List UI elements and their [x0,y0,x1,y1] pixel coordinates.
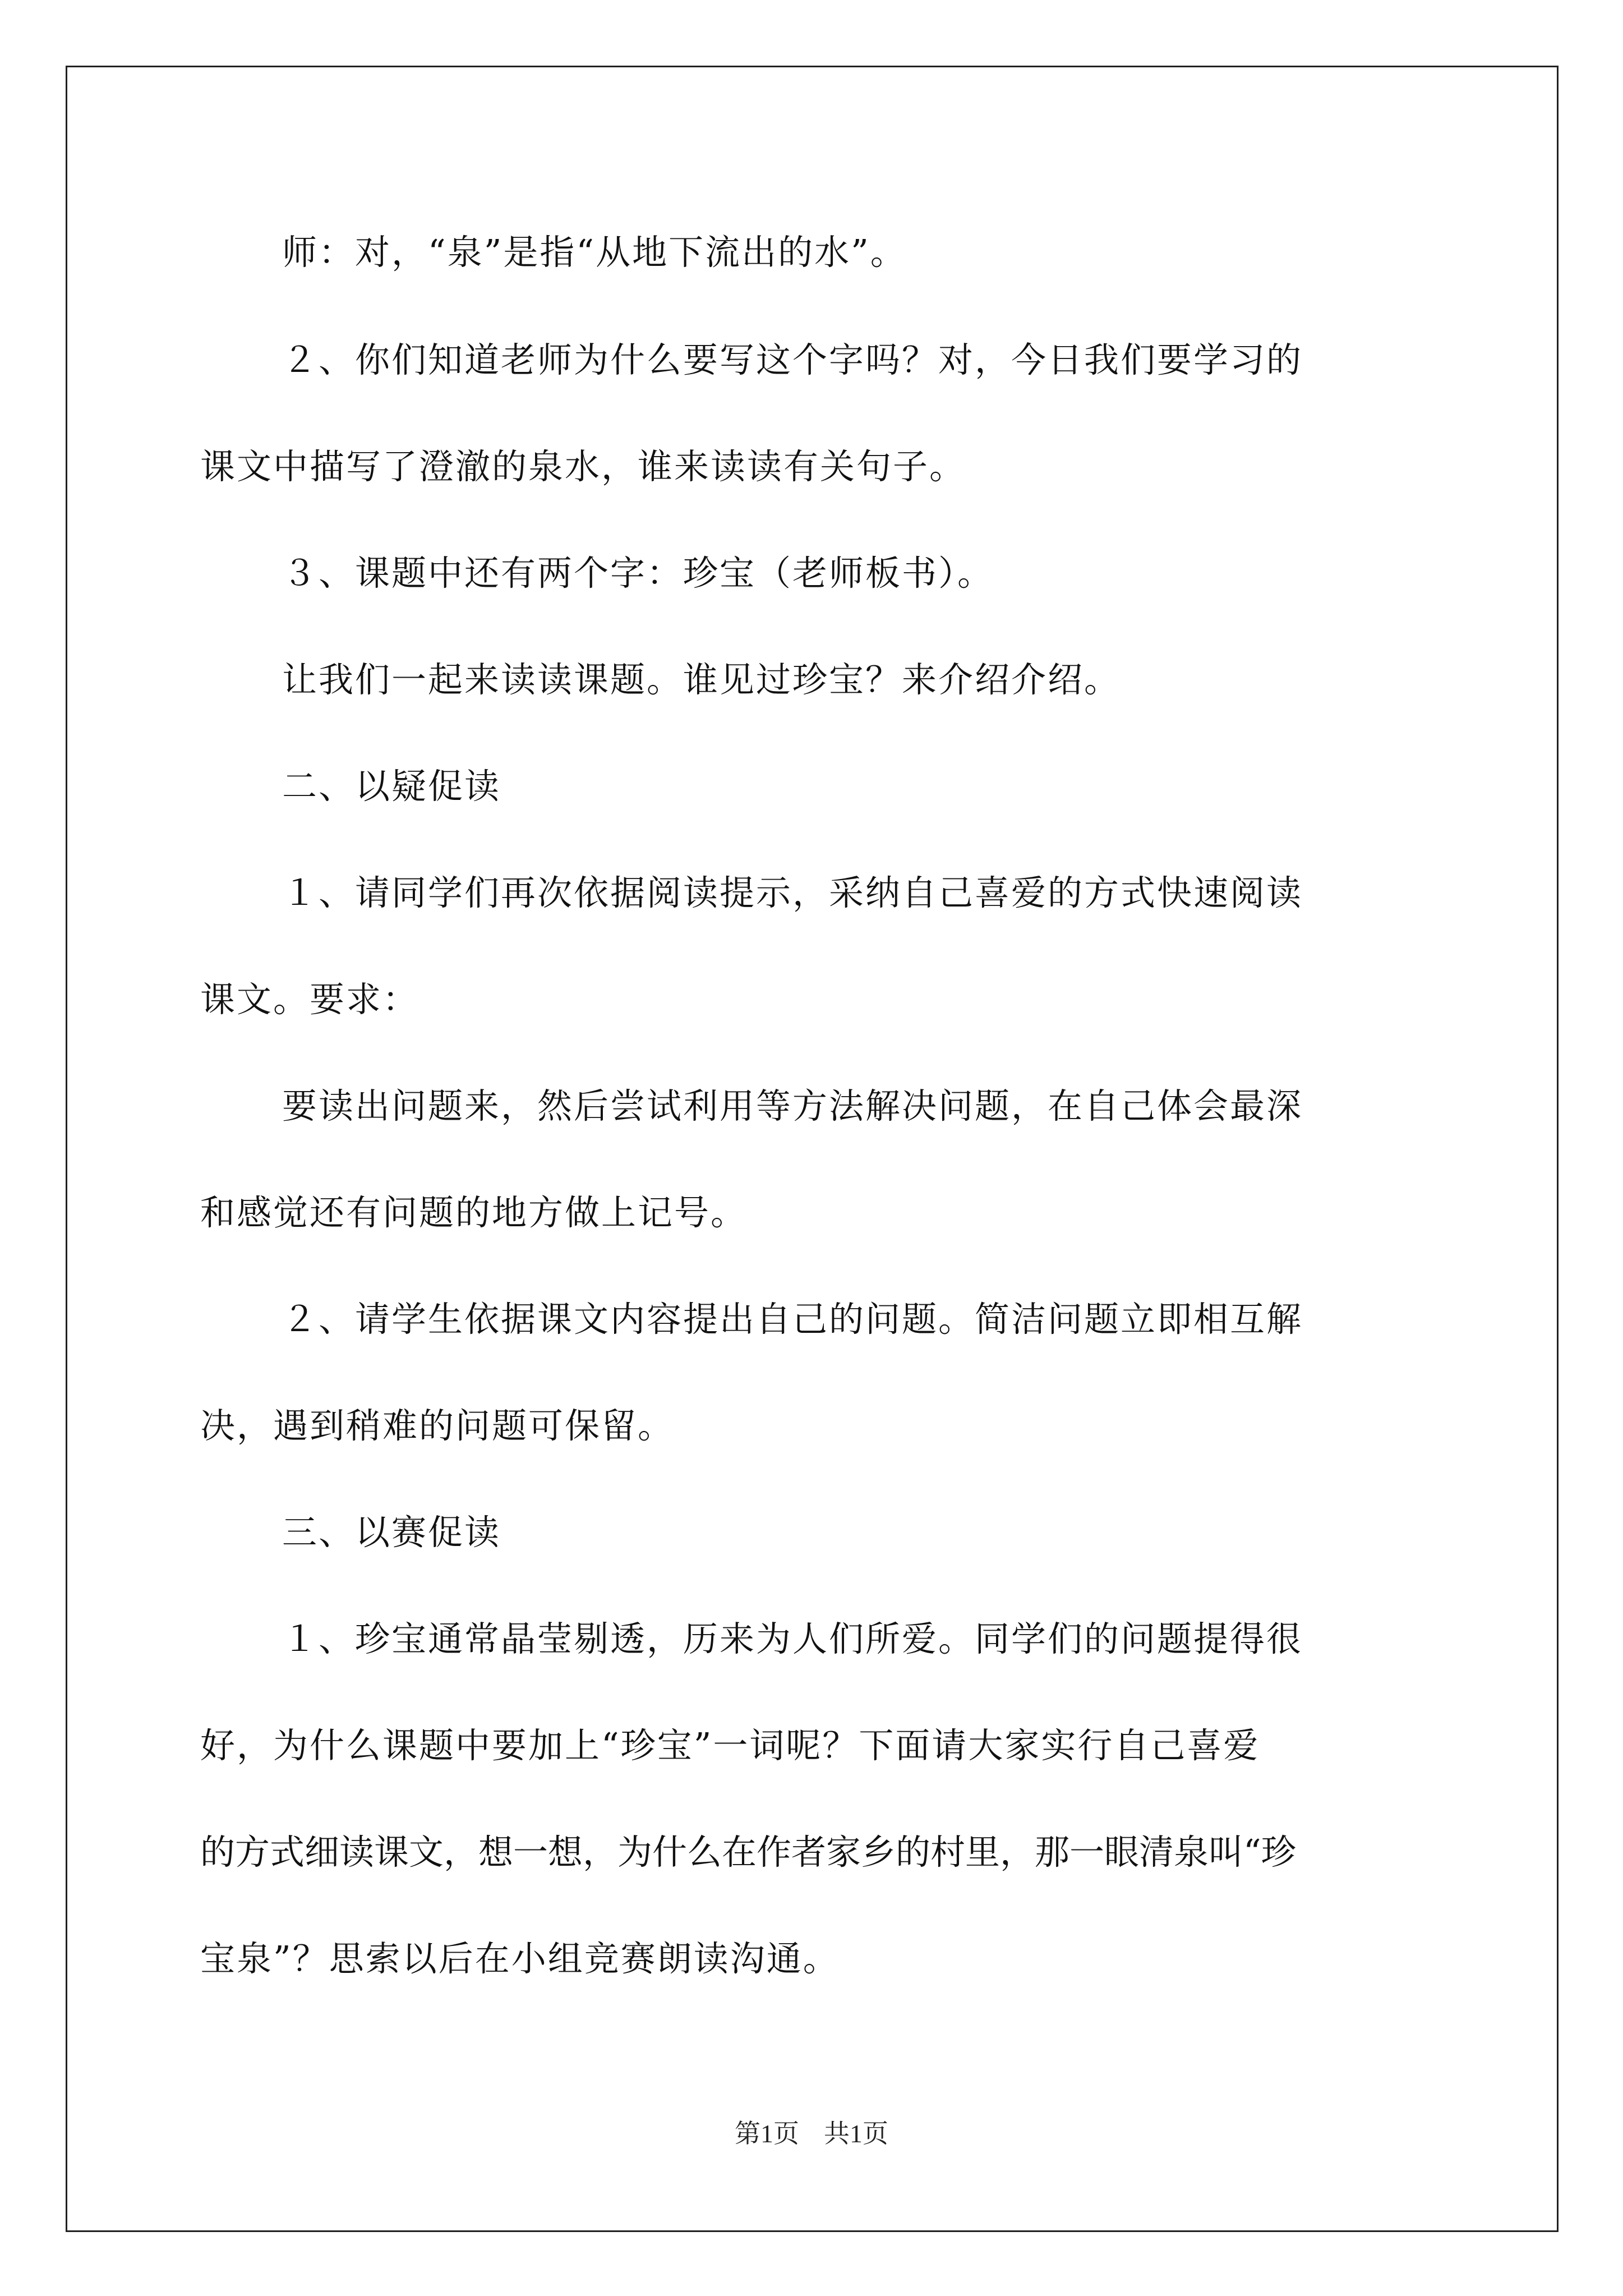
section-heading: 三、以赛促读 [282,1512,501,1553]
page-total: 共1页 [824,2119,888,2148]
paragraph-line: 决，遇到稍难的问题可保留。 [200,1405,675,1446]
paragraph-line: 好，为什么课题中要加上“珍宝”一词呢？下面请大家实行自己喜爱 [200,1725,1260,1766]
paragraph-line: ２、请学生依据课文内容提出自己的问题。简洁问题立即相互解 [282,1299,1303,1340]
paragraph-line: 宝泉”？思索以后在小组竞赛朗读沟通。 [200,1938,840,1979]
page-footer [0,2117,1623,2151]
page-border [66,66,1559,2232]
paragraph-line: ２、你们知道老师为什么要写这个字吗？对，今日我们要学习的 [282,339,1303,380]
paragraph-line: 要读出问题来，然后尝试利用等方法解决问题，在自己体会最深 [282,1085,1303,1126]
page-number: 第1页 [735,2119,799,2148]
paragraph-line: １、请同学们再次依据阅读提示，采纳自己喜爱的方式快速阅读 [282,872,1303,913]
paragraph-line: １、珍宝通常晶莹剔透，历来为人们所爱。同学们的问题提得很 [282,1618,1303,1659]
paragraph-line: 让我们一起来读读课题。谁见过珍宝？来介绍介绍。 [282,659,1121,700]
paragraph-line: 师：对，“泉”是指“从地下流出的水”。 [282,232,907,273]
paragraph-line: ３、课题中还有两个字：珍宝（老师板书）。 [282,553,994,593]
paragraph-line: 和感觉还有问题的地方做上记号。 [200,1192,748,1233]
paragraph-line: 课文。要求： [200,979,419,1020]
paragraph-line: 的方式细读课文，想一想，为什么在作者家乡的村里，那一眼清泉叫“珍 [200,1832,1296,1872]
section-heading: 二、以疑促读 [282,766,501,807]
paragraph-line: 课文中描写了澄澈的泉水，谁来读读有关句子。 [200,446,966,487]
